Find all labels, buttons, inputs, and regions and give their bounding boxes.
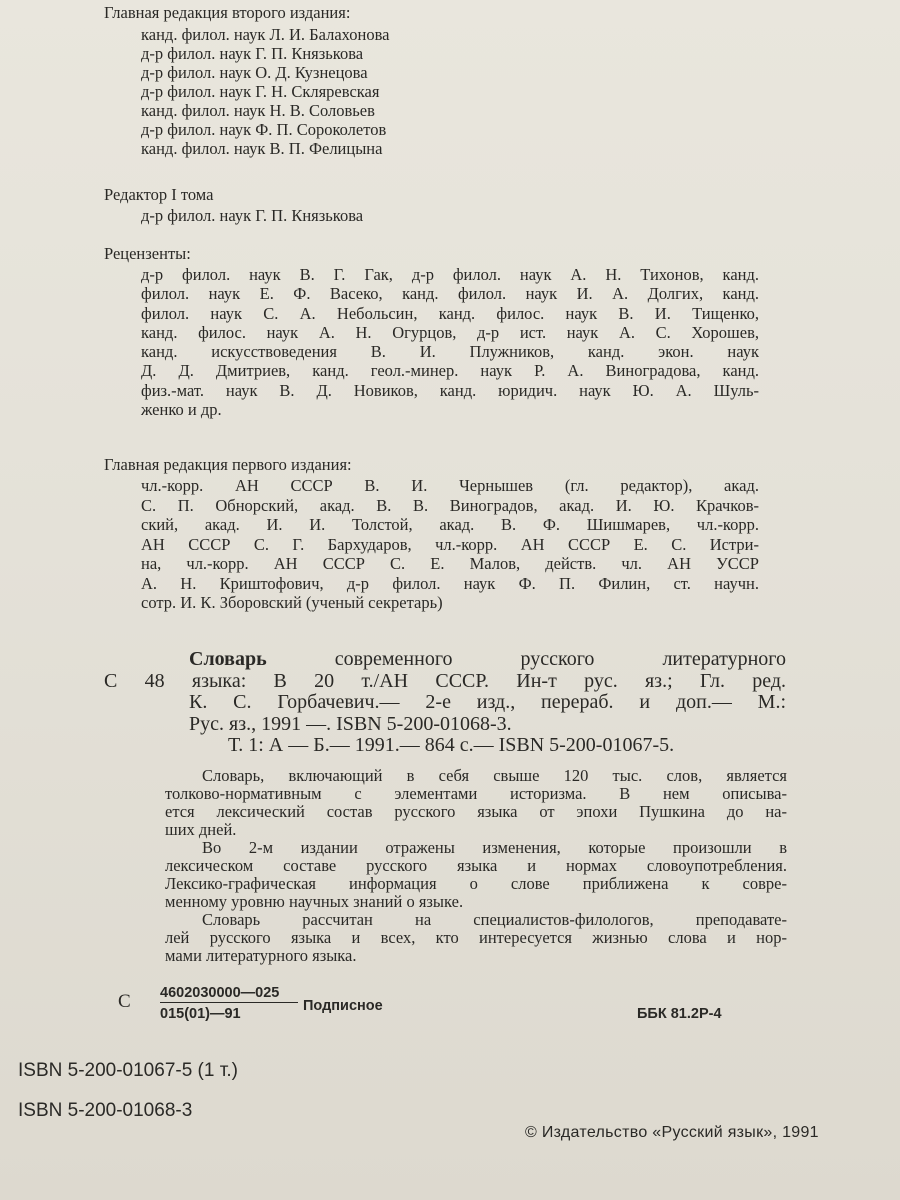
catalog-title-rest: современного русского литературного [334,648,786,670]
first-edition-board [104,455,352,474]
first-edition-heading: Главная редакция первого издания: [104,455,352,474]
reviewers [104,244,191,263]
catalog-entry [104,649,786,757]
reviewers-line: филол. наук С. А. Небольсин, канд. филос. наук В. И. Тищенко, [141,303,759,323]
first-edition-line: АН СССР С. Г. Бархударов, чл.-корр. АН СССР Е. С. Истри- [141,534,759,554]
catalog-line-2 [104,671,786,693]
catalog-title: Словарь [189,648,267,670]
catalog-line-1 [104,649,786,671]
second-edition-heading: Главная редакция второго издания: [104,3,351,22]
reviewers-line: канд. искусствоведения В. И. Плужников, канд. экон. наук [141,342,759,362]
annotation-line: толково-нормативным с элементами историзма. В нем описыва- [165,784,787,803]
board-member: д-р филол. наук О. Д. Кузнецова [141,63,368,82]
copyright: © Издательство «Русский язык», 1991 [525,1124,819,1141]
annotation-line: лей русского языка и всех, кто интересуется жизнью слова и нор- [165,928,787,947]
board-member: д-р филол. наук Г. Н. Скляревская [141,82,380,101]
annotation-line: Лексико-графическая информация о слове приближена к совре- [165,874,787,893]
editor-heading: Редактор I тома [104,185,214,204]
annotation-line: Словарь рассчитан на специалистов-филологов, преподавате- [202,910,787,929]
catalog-line-3: К. С. Горбачевич.— 2-е изд., перераб. и доп.— М.: [189,691,786,713]
isbn-set: ISBN 5-200-01068-3 [18,1100,193,1121]
board-member: канд. филол. наук В. П. Фелицына [141,139,383,158]
catalog-line-2-text: языка: В 20 т./АН СССР. Ин-т рус. яз.; Гл. ред. [191,669,786,692]
catalog-line-5: Т. 1: А — Б.— 1991.— 864 с.— ISBN 5-200-01067-5. [228,734,675,756]
annotation-line: мами литературного языка. [165,946,357,965]
annotation-line: Во 2-м издании отражены изменения, которые произошли в [202,838,787,857]
reviewers-line: физ.-мат. наук В. Д. Новиков, канд. юридич. наук Ю. А. Шуль- [141,380,759,400]
board-member: д-р филол. наук Ф. П. Сороколетов [141,120,387,139]
reviewers-heading: Рецензенты: [104,244,191,263]
catalog-code: С 48 [104,669,165,692]
code-numerator: 4602030000—025 [160,985,298,1003]
second-edition-board [104,3,390,158]
board-member: канд. филол. наук Л. И. Балахонова [141,25,390,44]
reviewers-line: Д. Д. Дмитриев, канд. геол.-минер. наук Р. А. Виноградова, канд. [141,361,759,381]
annotation-line: Словарь, включающий в себя свыше 120 тыс. слов, является [202,766,787,785]
reviewers-line: женко и др. [141,400,222,420]
volume-editor [104,185,363,225]
reviewers-line: канд. филос. наук А. Н. Огурцов, д-р ист. наук А. С. Хорошев, [141,322,759,342]
annotation [165,767,787,965]
isbn-volume: ISBN 5-200-01067-5 (1 т.) [18,1060,238,1081]
code-denominator: 015(01)—91 [160,1006,241,1022]
first-edition-line: ский, акад. И. И. Толстой, акад. В. Ф. Шишмарев, чл.-корр. [141,515,759,534]
annotation-line: ется лексический состав русского языка от эпохи Пушкина до на- [165,802,787,821]
bbk-code: ББК 81.2Р-4 [637,1006,722,1022]
code-fraction [160,985,298,1022]
catalog-line-4: Рус. яз., 1991 —. ISBN 5-200-01068-3. [189,712,512,735]
first-edition-line: С. П. Обнорский, акад. В. В. Виноградов, акад. И. Ю. Крачков- [141,495,759,515]
board-member: д-р филол. наук Г. П. Князькова [141,44,364,63]
board-member: канд. филол. наук Н. В. Соловьев [141,101,375,120]
reviewers-line: д-р филол. наук В. Г. Гак, д-р филол. наук А. Н. Тихонов, канд. [141,265,759,284]
reviewers-line: филол. наук Е. Ф. Васеко, канд. филол. наук И. А. Долгих, канд. [141,284,759,304]
annotation-line: лексическом составе русского языка и нормах словоупотребления. [165,856,787,875]
first-edition-line: на, чл.-корр. АН СССР С. Е. Малов, действ. чл. АН УССР [141,554,759,573]
annotation-line: менному уровню научных знаний о языке. [165,892,464,911]
first-edition-line: А. Н. Криштофович, д-р филол. наук Ф. П. Филин, ст. научн. [141,573,759,593]
first-edition-line: чл.-корр. АН СССР В. И. Чернышев (гл. редактор), акад. [141,476,759,495]
catalog-code-letter: С [118,991,131,1012]
first-edition-line: сотр. И. К. Зборовский (ученый секретарь) [141,593,443,612]
first-edition-list [141,476,759,613]
editor-name: д-р филол. наук Г. П. Князькова [141,206,364,225]
annotation-line: ших дней. [165,820,237,839]
subscription-label: Подписное [303,998,383,1014]
reviewers-list [141,265,759,419]
